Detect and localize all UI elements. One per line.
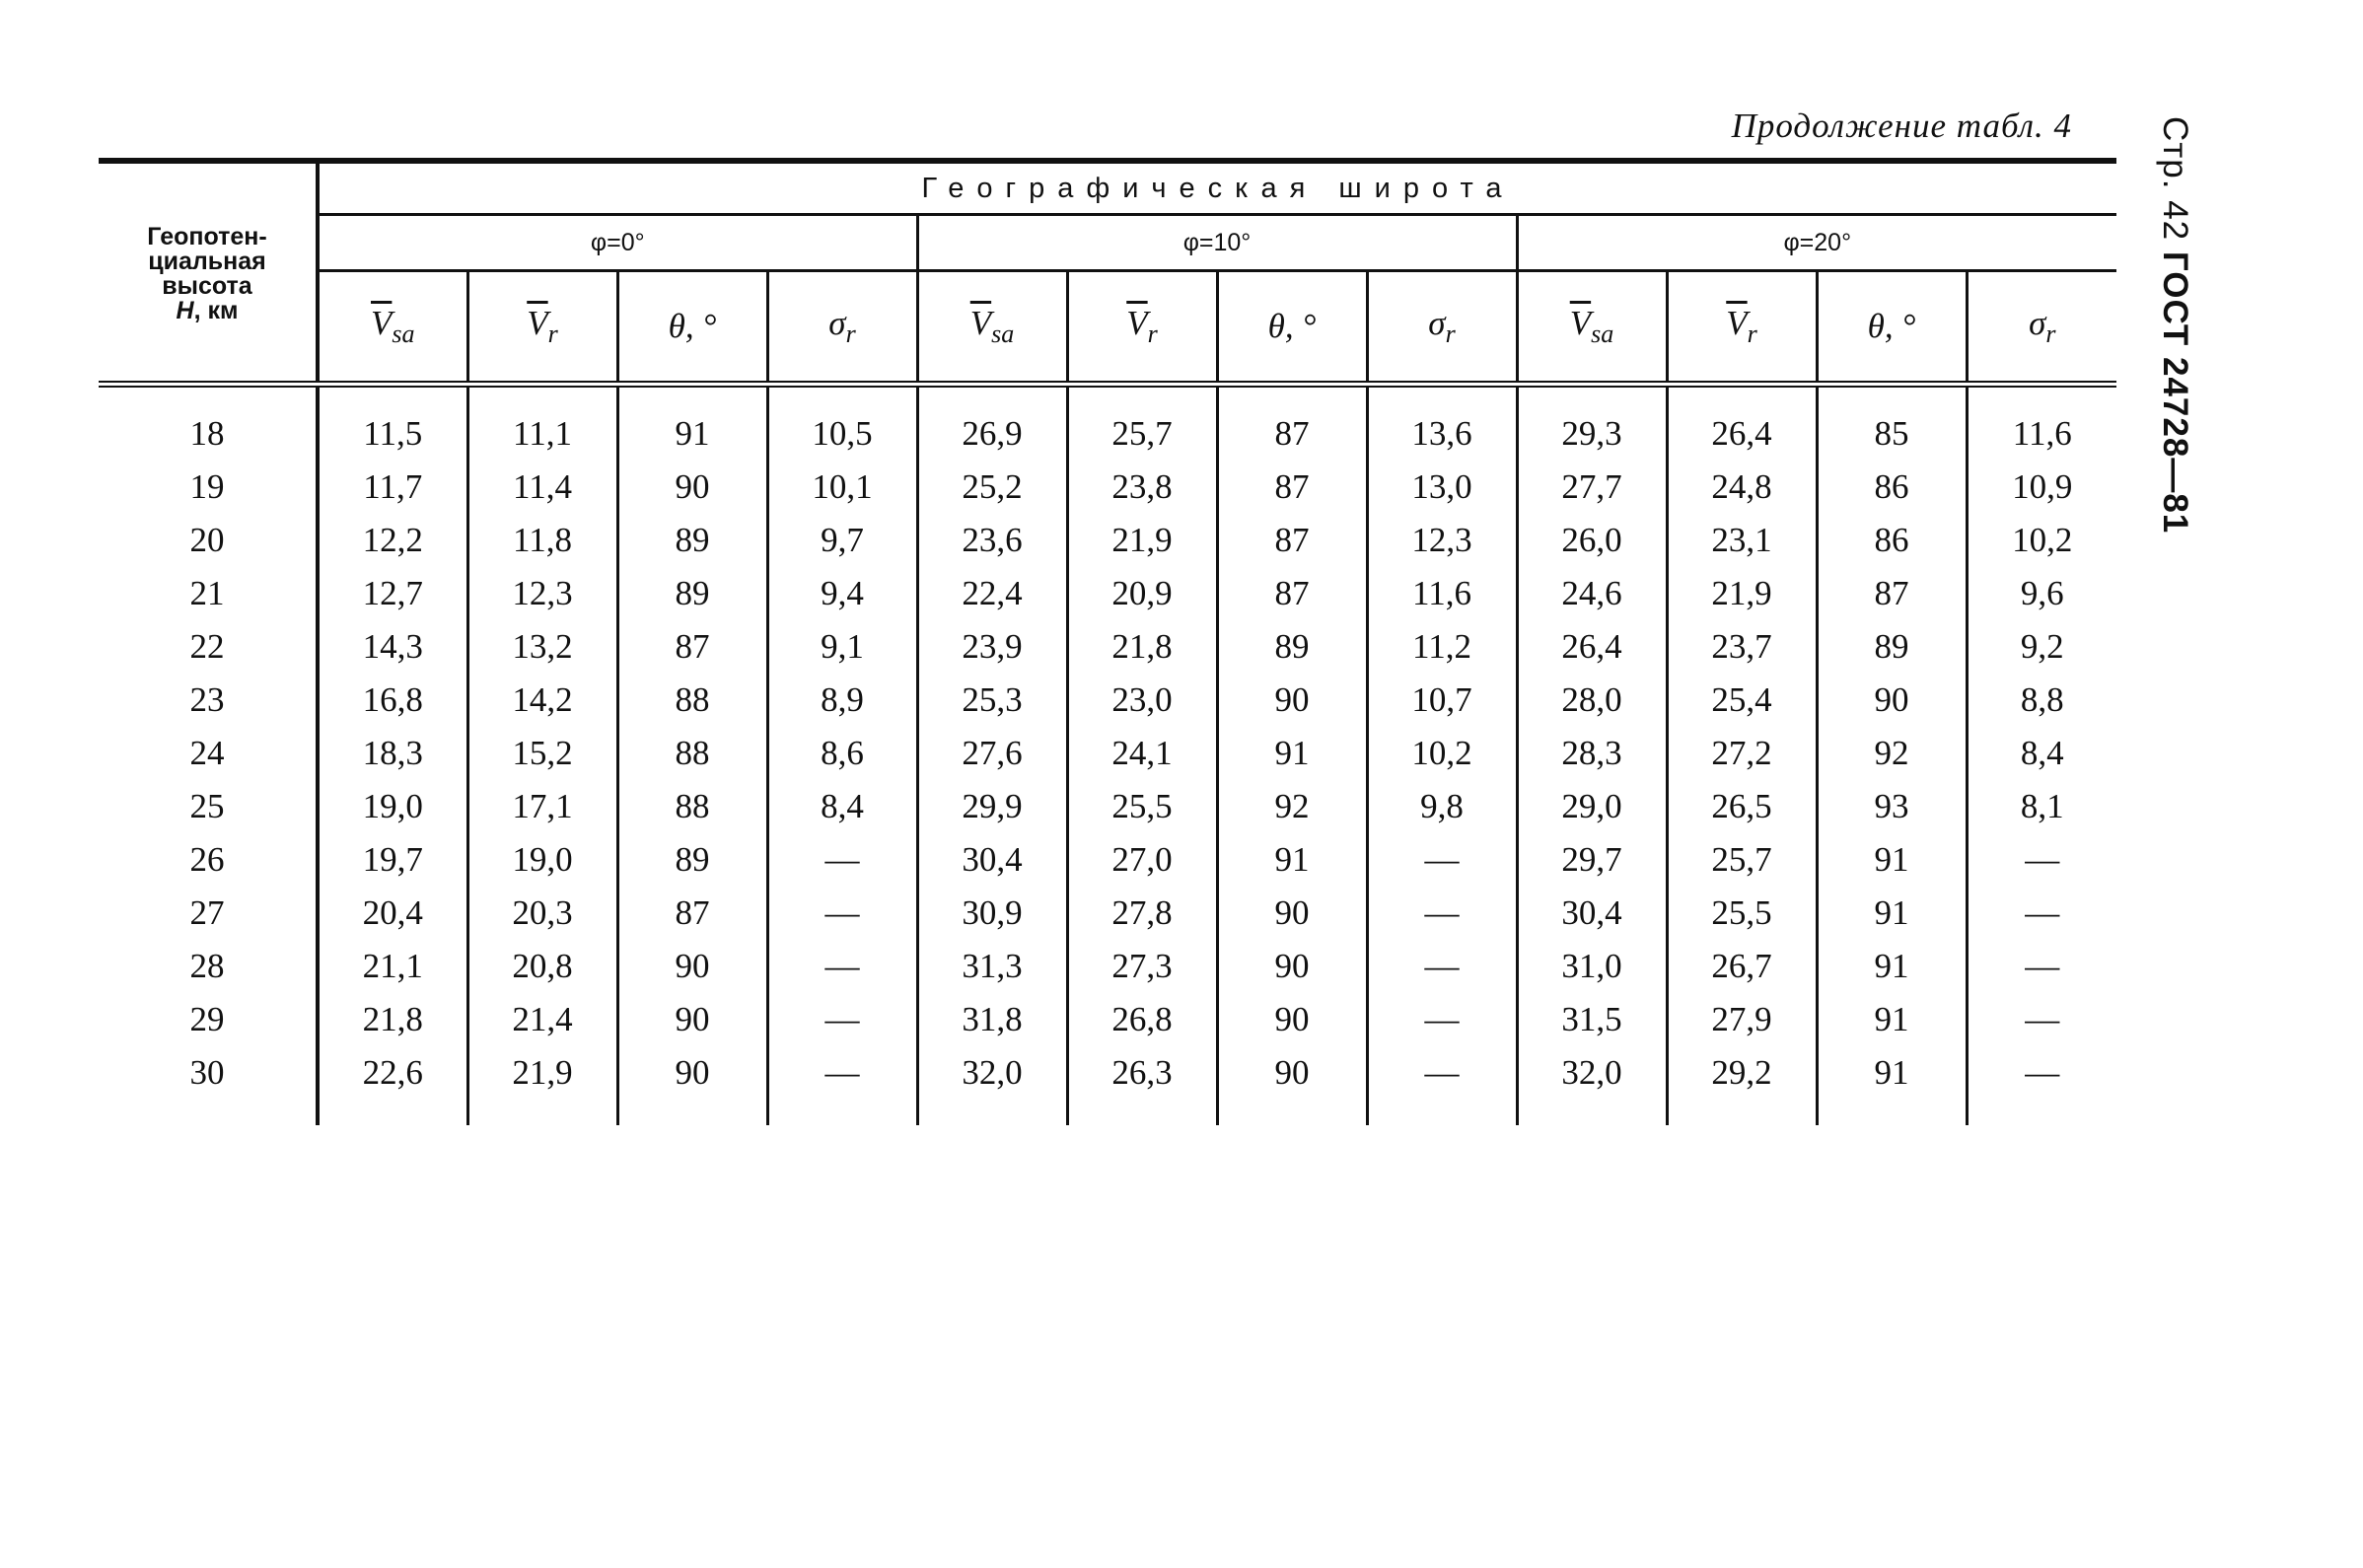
- value-cell: 10,9: [1967, 461, 2116, 514]
- standard-number: ГОСТ 24728—81: [2156, 250, 2194, 535]
- table-row: [99, 514, 2116, 567]
- height-cell: 26: [189, 840, 225, 879]
- value-cell: 16,8: [318, 674, 467, 727]
- value-cell: 13,6: [1367, 385, 1517, 462]
- table-row: [99, 674, 2116, 727]
- value-cell: 86: [1817, 514, 1967, 567]
- value-cell: 25,3: [917, 674, 1067, 727]
- value-cell: 10,2: [1967, 514, 2116, 567]
- value-cell: —: [1967, 887, 2116, 940]
- value-cell: 21,9: [1067, 514, 1217, 567]
- latitude-header: φ=0°: [318, 215, 917, 271]
- value-cell: —: [1367, 1046, 1517, 1125]
- value-cell: 27,0: [1067, 833, 1217, 887]
- value-cell: 17,1: [467, 780, 617, 833]
- parameter-symbol: $\overline{V}$: [527, 304, 548, 342]
- value-cell: 10,7: [1367, 674, 1517, 727]
- value-cell: 90: [1217, 940, 1367, 993]
- value-cell: 26,7: [1667, 940, 1817, 993]
- height-cell: 24: [189, 734, 225, 772]
- value-cell: 23,7: [1667, 620, 1817, 674]
- value-cell: 12,2: [318, 514, 467, 567]
- parameter-header: [318, 271, 467, 385]
- value-cell: 22,4: [917, 567, 1067, 620]
- parameter-header: [1667, 271, 1817, 385]
- table-row: [99, 887, 2116, 940]
- value-cell: 27,6: [917, 727, 1067, 780]
- value-cell: —: [1967, 993, 2116, 1046]
- parameter-header: [467, 271, 617, 385]
- page-side-label: [2155, 116, 2214, 535]
- value-cell: 29,0: [1517, 780, 1667, 833]
- value-cell: 21,8: [1067, 620, 1217, 674]
- parameter-subscript: r: [845, 320, 856, 348]
- value-cell: 25,4: [1667, 674, 1817, 727]
- value-cell: 12,3: [467, 567, 617, 620]
- parameter-header: [1217, 271, 1367, 385]
- latitude-header: φ=20°: [1517, 215, 2116, 271]
- value-cell: 88: [617, 727, 767, 780]
- value-cell: 91: [1817, 833, 1967, 887]
- table-row: [99, 461, 2116, 514]
- value-cell: 11,5: [318, 385, 467, 462]
- value-cell: 28,0: [1517, 674, 1667, 727]
- value-cell: 26,0: [1517, 514, 1667, 567]
- height-cell: 22: [189, 627, 225, 666]
- value-cell: 11,1: [467, 385, 617, 462]
- value-cell: 91: [617, 385, 767, 462]
- value-cell: 27,2: [1667, 727, 1817, 780]
- value-cell: 87: [1217, 514, 1367, 567]
- parameter-subscript: sa: [1591, 320, 1614, 348]
- value-cell: 87: [1217, 567, 1367, 620]
- value-cell: 91: [1817, 1046, 1967, 1125]
- parameter-header: [1367, 271, 1517, 385]
- value-cell: 19,0: [318, 780, 467, 833]
- height-cell: 27: [189, 893, 225, 932]
- value-cell: 93: [1817, 780, 1967, 833]
- parameter-header: [1067, 271, 1217, 385]
- parameter-subscript: r: [1445, 320, 1456, 348]
- height-unit: , км: [193, 297, 239, 324]
- value-cell: 31,3: [917, 940, 1067, 993]
- value-cell: 90: [1217, 674, 1367, 727]
- value-cell: 29,7: [1517, 833, 1667, 887]
- value-cell: 26,8: [1067, 993, 1217, 1046]
- value-cell: 26,4: [1517, 620, 1667, 674]
- value-cell: 11,8: [467, 514, 617, 567]
- value-cell: 31,5: [1517, 993, 1667, 1046]
- value-cell: —: [767, 833, 917, 887]
- value-cell: 8,4: [1967, 727, 2116, 780]
- value-cell: 31,8: [917, 993, 1067, 1046]
- side-text: [2155, 116, 2194, 534]
- value-cell: 91: [1217, 727, 1367, 780]
- value-cell: 21,8: [318, 993, 467, 1046]
- value-cell: 13,0: [1367, 461, 1517, 514]
- value-cell: 88: [617, 674, 767, 727]
- value-cell: —: [1367, 993, 1517, 1046]
- parameter-symbol: θ, °: [668, 307, 717, 345]
- value-cell: 30,9: [917, 887, 1067, 940]
- value-cell: —: [1967, 833, 2116, 887]
- parameter-symbol: $\overline{V}$: [1726, 304, 1748, 342]
- value-cell: 9,2: [1967, 620, 2116, 674]
- parameter-symbol: σ: [1428, 304, 1446, 342]
- value-cell: 27,3: [1067, 940, 1217, 993]
- table-caption: Продолжение табл. 4: [1731, 107, 2072, 145]
- value-cell: —: [767, 993, 917, 1046]
- value-cell: 87: [617, 620, 767, 674]
- value-cell: 20,8: [467, 940, 617, 993]
- value-cell: 23,1: [1667, 514, 1817, 567]
- parameter-symbol: $\overline{V}$: [1126, 304, 1148, 342]
- height-cell: 19: [189, 467, 225, 506]
- value-cell: 91: [1817, 887, 1967, 940]
- value-cell: 90: [1217, 993, 1367, 1046]
- parameter-symbol: θ, °: [1267, 307, 1317, 345]
- value-cell: 26,5: [1667, 780, 1817, 833]
- parameter-header: [1967, 271, 2116, 385]
- height-cell: 29: [189, 1000, 225, 1038]
- value-cell: 91: [1817, 993, 1967, 1046]
- table-row: [99, 620, 2116, 674]
- value-cell: 26,9: [917, 385, 1067, 462]
- value-cell: 21,9: [1667, 567, 1817, 620]
- value-cell: —: [767, 887, 917, 940]
- value-cell: 89: [617, 833, 767, 887]
- value-cell: 14,2: [467, 674, 617, 727]
- value-cell: 90: [617, 1046, 767, 1125]
- parameter-subscript: r: [1747, 320, 1757, 348]
- value-cell: 89: [1217, 620, 1367, 674]
- value-cell: 9,4: [767, 567, 917, 620]
- value-cell: 13,2: [467, 620, 617, 674]
- parameter-header: [767, 271, 917, 385]
- value-cell: 92: [1817, 727, 1967, 780]
- value-cell: —: [767, 940, 917, 993]
- value-cell: 91: [1817, 940, 1967, 993]
- parameter-symbol: $\overline{V}$: [370, 304, 393, 342]
- table-row: [99, 567, 2116, 620]
- parameter-subscript: r: [1147, 320, 1158, 348]
- value-cell: 20,3: [467, 887, 617, 940]
- height-cell: 25: [189, 787, 225, 825]
- parameter-subscript: sa: [991, 320, 1015, 348]
- parameter-header-row: [99, 271, 2116, 385]
- value-cell: 90: [617, 940, 767, 993]
- table-row: [99, 940, 2116, 993]
- parameter-symbol: $\overline{V}$: [1569, 304, 1592, 342]
- table-row: [99, 727, 2116, 780]
- value-cell: 88: [617, 780, 767, 833]
- height-header-line: [99, 299, 316, 323]
- parameter-symbol: θ, °: [1867, 307, 1916, 345]
- value-cell: 26,3: [1067, 1046, 1217, 1125]
- parameter-header: [917, 271, 1067, 385]
- value-cell: 23,0: [1067, 674, 1217, 727]
- value-cell: 87: [1217, 461, 1367, 514]
- value-cell: 10,2: [1367, 727, 1517, 780]
- parameter-subscript: r: [547, 320, 558, 348]
- value-cell: 20,4: [318, 887, 467, 940]
- value-cell: 90: [1817, 674, 1967, 727]
- table-body: [99, 385, 2116, 1126]
- value-cell: 27,8: [1067, 887, 1217, 940]
- parameter-symbol: σ: [828, 304, 846, 342]
- height-cell: 18: [189, 414, 225, 453]
- value-cell: 24,1: [1067, 727, 1217, 780]
- height-header-line: высота: [162, 272, 252, 300]
- value-cell: 9,8: [1367, 780, 1517, 833]
- value-cell: 30,4: [1517, 887, 1667, 940]
- value-cell: 8,8: [1967, 674, 2116, 727]
- value-cell: 91: [1217, 833, 1367, 887]
- page-number: Стр. 42: [2156, 116, 2194, 242]
- value-cell: 89: [617, 514, 767, 567]
- table-header: [99, 161, 2116, 385]
- value-cell: 90: [617, 993, 767, 1046]
- value-cell: 29,9: [917, 780, 1067, 833]
- value-cell: 20,9: [1067, 567, 1217, 620]
- height-header-line: Геопотен-: [147, 223, 267, 250]
- value-cell: 29,2: [1667, 1046, 1817, 1125]
- value-cell: 22,6: [318, 1046, 467, 1125]
- value-cell: 89: [617, 567, 767, 620]
- parameter-header: [1517, 271, 1667, 385]
- value-cell: 19,0: [467, 833, 617, 887]
- value-cell: 24,6: [1517, 567, 1667, 620]
- value-cell: 21,9: [467, 1046, 617, 1125]
- value-cell: 92: [1217, 780, 1367, 833]
- value-cell: 11,7: [318, 461, 467, 514]
- value-cell: 25,2: [917, 461, 1067, 514]
- value-cell: 18,3: [318, 727, 467, 780]
- value-cell: —: [1367, 833, 1517, 887]
- height-cell: 28: [189, 947, 225, 985]
- value-cell: —: [767, 1046, 917, 1125]
- value-cell: 87: [1217, 385, 1367, 462]
- value-cell: 8,6: [767, 727, 917, 780]
- height-column-header: [99, 161, 318, 385]
- value-cell: 90: [1217, 887, 1367, 940]
- value-cell: 32,0: [1517, 1046, 1667, 1125]
- value-cell: 87: [1817, 567, 1967, 620]
- value-cell: 23,8: [1067, 461, 1217, 514]
- value-cell: 21,1: [318, 940, 467, 993]
- value-cell: —: [1967, 1046, 2116, 1125]
- parameter-symbol: σ: [2029, 304, 2046, 342]
- value-cell: 86: [1817, 461, 1967, 514]
- value-cell: 19,7: [318, 833, 467, 887]
- value-cell: 8,4: [767, 780, 917, 833]
- table-row: [99, 993, 2116, 1046]
- value-cell: 30,4: [917, 833, 1067, 887]
- value-cell: 31,0: [1517, 940, 1667, 993]
- value-cell: 11,6: [1967, 385, 2116, 462]
- value-cell: 9,1: [767, 620, 917, 674]
- table-row: [99, 833, 2116, 887]
- value-cell: 10,5: [767, 385, 917, 462]
- latitude-group-header: Географическая широта: [318, 161, 2116, 215]
- height-cell: 23: [189, 680, 225, 719]
- value-cell: 25,7: [1067, 385, 1217, 462]
- value-cell: 26,4: [1667, 385, 1817, 462]
- height-symbol: H: [176, 297, 194, 324]
- value-cell: 29,3: [1517, 385, 1667, 462]
- value-cell: 89: [1817, 620, 1967, 674]
- value-cell: 90: [1217, 1046, 1367, 1125]
- value-cell: 11,2: [1367, 620, 1517, 674]
- value-cell: 87: [617, 887, 767, 940]
- value-cell: 21,4: [467, 993, 617, 1046]
- table-row: [99, 1046, 2116, 1125]
- value-cell: 23,6: [917, 514, 1067, 567]
- height-cell: 20: [189, 521, 225, 559]
- value-cell: 10,1: [767, 461, 917, 514]
- latitude-header: φ=10°: [917, 215, 1517, 271]
- value-cell: 25,5: [1067, 780, 1217, 833]
- value-cell: 24,8: [1667, 461, 1817, 514]
- value-cell: 85: [1817, 385, 1967, 462]
- table-row: [99, 385, 2116, 462]
- value-cell: —: [1367, 887, 1517, 940]
- value-cell: 14,3: [318, 620, 467, 674]
- value-cell: 8,9: [767, 674, 917, 727]
- parameter-header: [1817, 271, 1967, 385]
- value-cell: 9,7: [767, 514, 917, 567]
- value-cell: 32,0: [917, 1046, 1067, 1125]
- value-cell: 90: [617, 461, 767, 514]
- height-header-line: циальная: [148, 248, 266, 275]
- parameter-symbol: $\overline{V}$: [969, 304, 992, 342]
- value-cell: 8,1: [1967, 780, 2116, 833]
- parameter-subscript: sa: [392, 320, 415, 348]
- value-cell: 23,9: [917, 620, 1067, 674]
- value-cell: 27,7: [1517, 461, 1667, 514]
- value-cell: 11,6: [1367, 567, 1517, 620]
- value-cell: —: [1967, 940, 2116, 993]
- parameter-subscript: r: [2045, 320, 2056, 348]
- value-cell: 28,3: [1517, 727, 1667, 780]
- value-cell: 27,9: [1667, 993, 1817, 1046]
- value-cell: 11,4: [467, 461, 617, 514]
- data-table: [99, 158, 2116, 1125]
- value-cell: —: [1367, 940, 1517, 993]
- value-cell: 9,6: [1967, 567, 2116, 620]
- height-cell: 30: [189, 1053, 225, 1092]
- value-cell: 12,3: [1367, 514, 1517, 567]
- value-cell: 15,2: [467, 727, 617, 780]
- table-row: [99, 780, 2116, 833]
- value-cell: 25,5: [1667, 887, 1817, 940]
- value-cell: 12,7: [318, 567, 467, 620]
- height-cell: 21: [189, 574, 225, 612]
- parameter-header: [617, 271, 767, 385]
- value-cell: 25,7: [1667, 833, 1817, 887]
